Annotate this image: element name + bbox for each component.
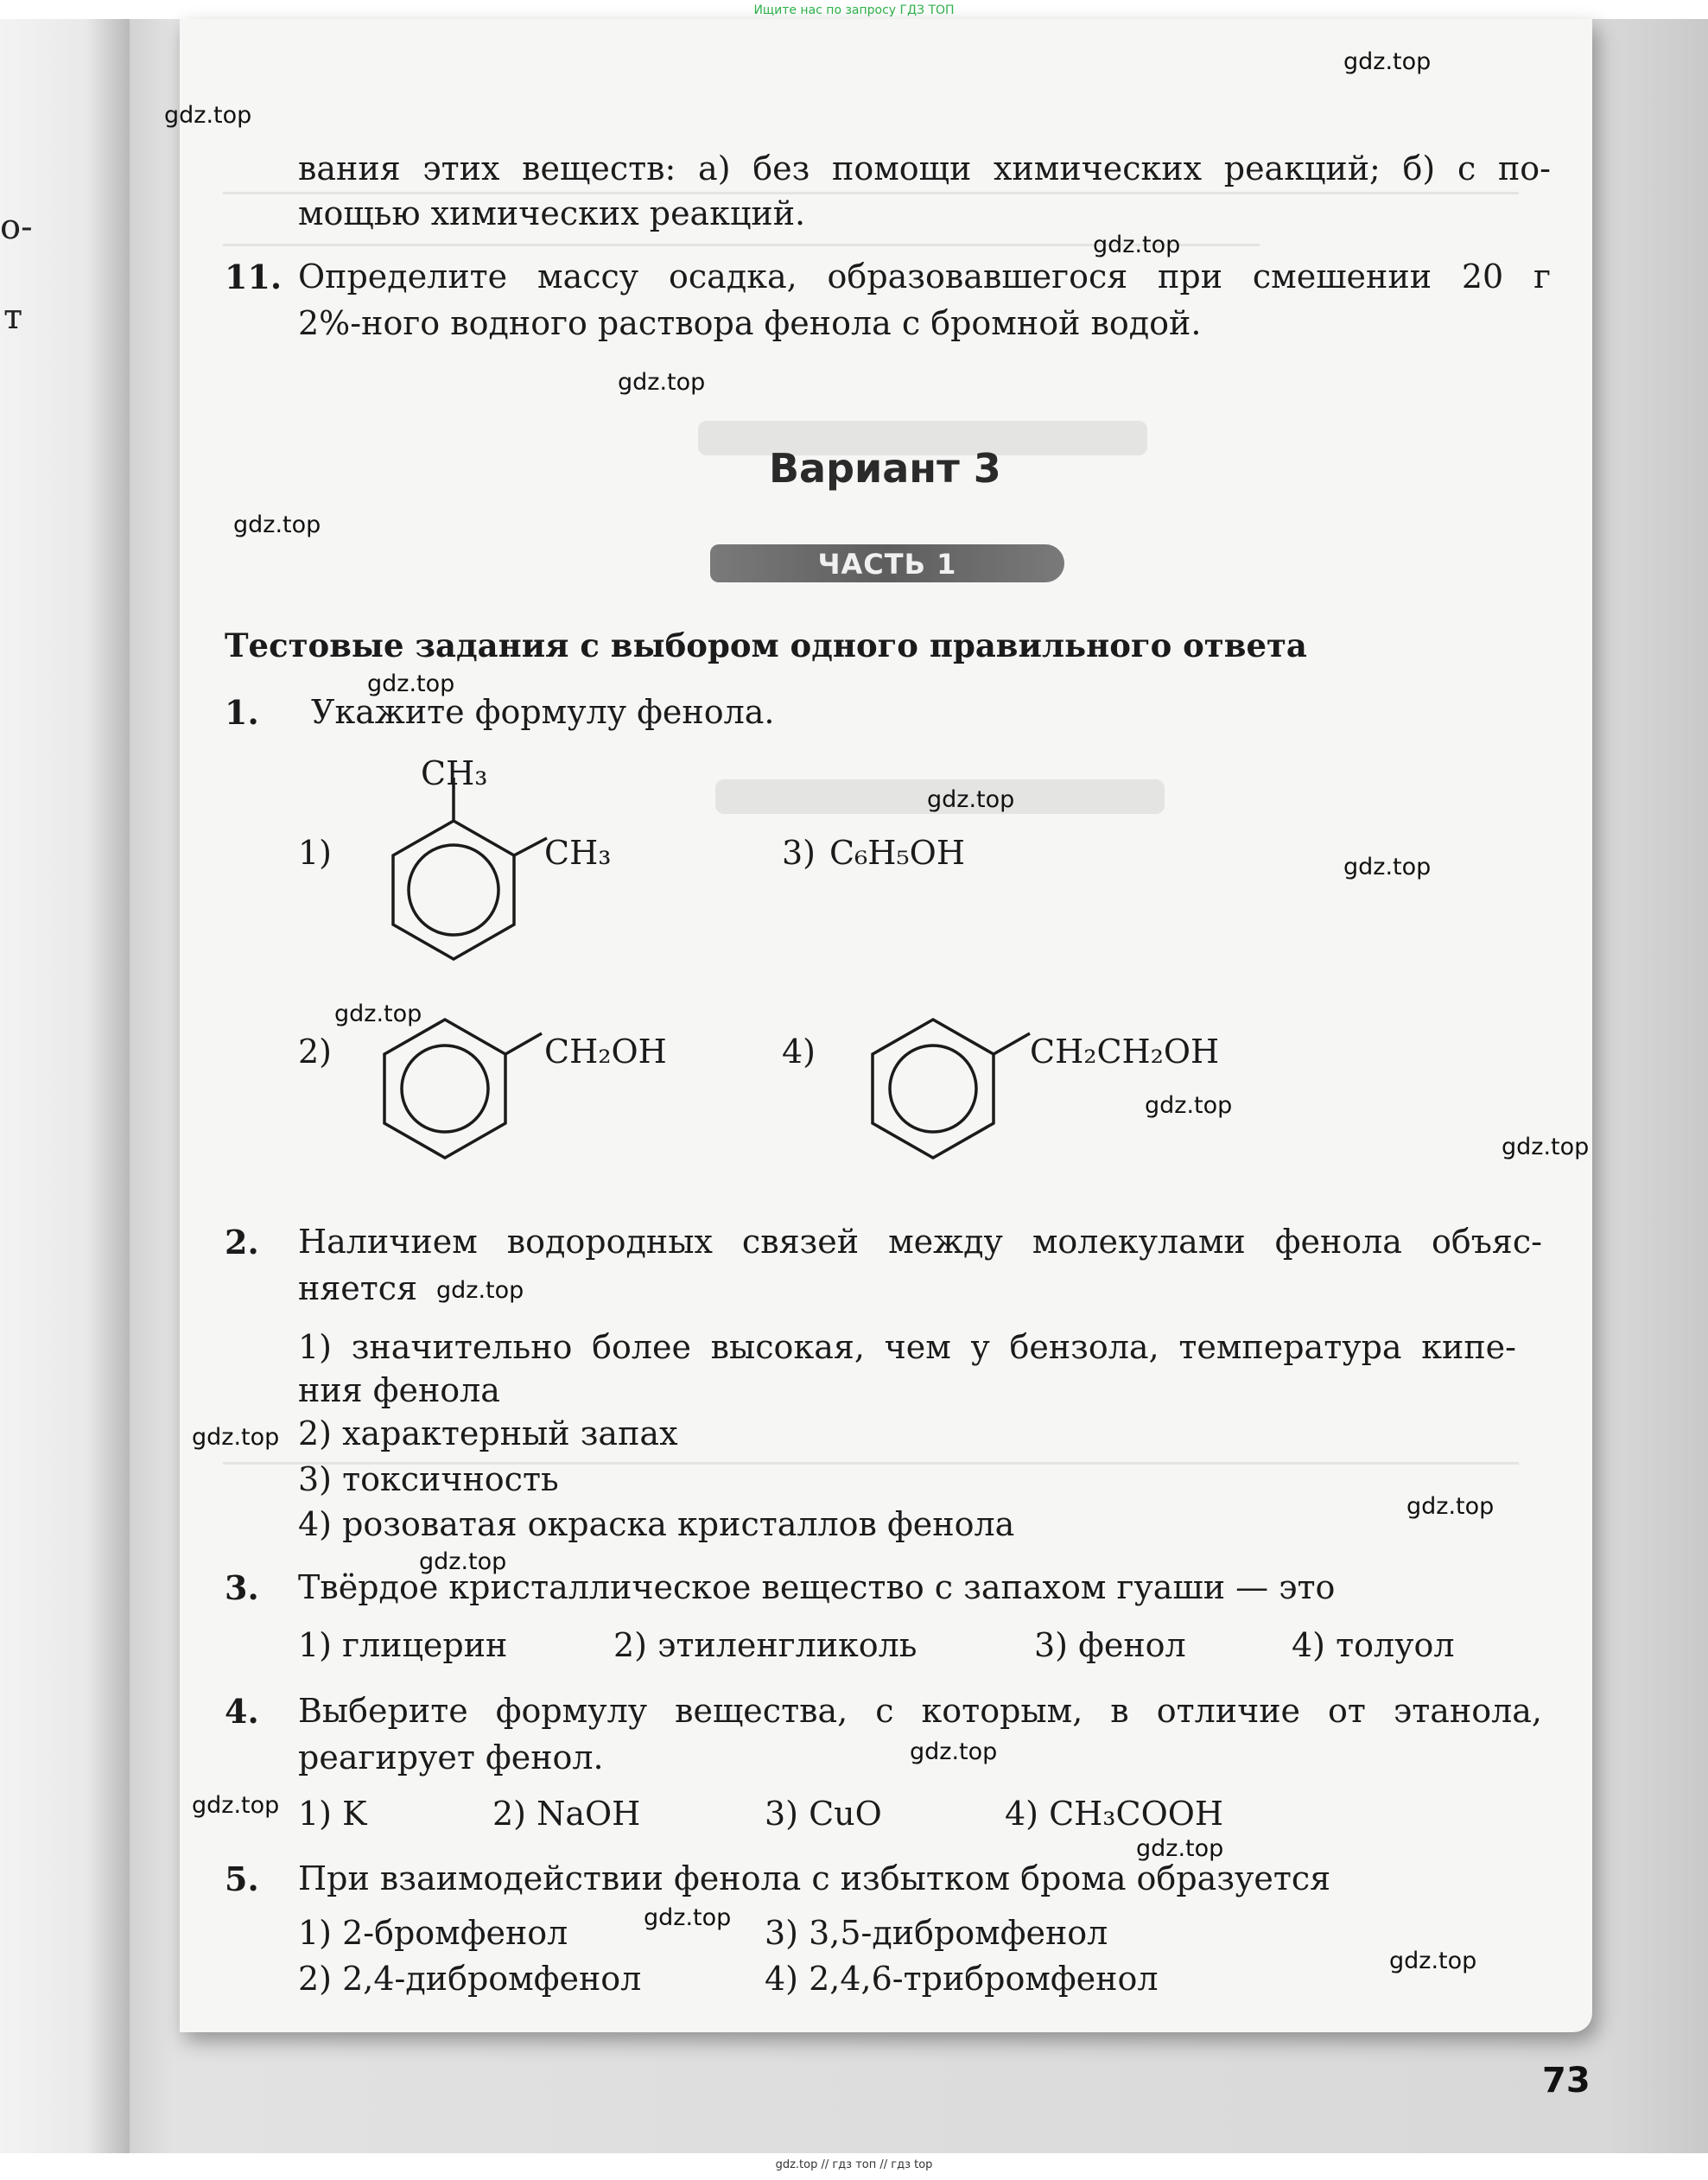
answer-option: 4) CH₃COOH xyxy=(1005,1795,1224,1833)
question-number: 11. xyxy=(225,257,283,296)
question-text: Выберите формулу вещества, с которым, в отличие от этанола, xyxy=(298,1692,1542,1730)
answer-option: 4) толуол xyxy=(1292,1626,1455,1664)
watermark: gdz.top xyxy=(618,369,706,396)
watermark: gdz.top xyxy=(1343,854,1432,880)
watermark: gdz.top xyxy=(192,1424,280,1451)
watermark: gdz.top xyxy=(1145,1092,1233,1119)
question-text: При взаимодействии фенола с избытком брома образуется xyxy=(298,1859,1331,1897)
left-page-edge xyxy=(0,19,130,2153)
watermark: gdz.top xyxy=(1406,1493,1495,1520)
answer-option: 4) 2,4,6-трибромфенол xyxy=(765,1960,1159,1998)
answer-option: 2) NaOH xyxy=(492,1795,641,1833)
bottom-banner: gdz.top // гдз топ // гдз top xyxy=(775,2158,933,2171)
watermark: gdz.top xyxy=(233,512,321,538)
watermark: gdz.top xyxy=(1136,1835,1224,1862)
watermark: gdz.top xyxy=(334,1001,422,1027)
continuation-line: мощью химических реакций. xyxy=(298,194,806,232)
answer-option: 3) токсичность xyxy=(298,1460,559,1498)
question-text: няется xyxy=(298,1269,418,1307)
watermark: gdz.top xyxy=(1389,1948,1477,1974)
watermark: gdz.top xyxy=(1093,232,1181,258)
phenylethanol-structure xyxy=(838,1002,1045,1175)
question-text: Наличием водородных связей между молекулами фенола объяс- xyxy=(298,1223,1542,1261)
watermark: gdz.top xyxy=(927,786,1015,813)
answer-option: 3) CuO xyxy=(765,1795,882,1833)
substituent: CH₃ xyxy=(421,754,488,792)
question-number: 3. xyxy=(225,1568,259,1607)
answer-option: 3) фенол xyxy=(1034,1626,1186,1664)
left-fragment: т xyxy=(3,297,23,337)
continuation-line: вания этих веществ: а) без помощи химических реакций; б) с по- xyxy=(298,149,1551,187)
question-text: Твёрдое кристаллическое вещество с запахом гуаши — это xyxy=(298,1568,1336,1606)
top-banner: Ищите нас по запросу ГДЗ ТОП xyxy=(753,3,955,17)
answer-option: ния фенола xyxy=(298,1371,500,1409)
left-fragment: о- xyxy=(0,207,33,247)
watermark: gdz.top xyxy=(436,1277,524,1304)
part-label: ЧАСТЬ 1 xyxy=(817,548,957,581)
question-text: Определите массу осадка, образовавшегося при смешении 20 г xyxy=(298,257,1551,296)
question-text: Укажите формулу фенола. xyxy=(311,693,775,731)
benzyl-alcohol-structure xyxy=(359,1002,549,1175)
question-text: реагирует фенол. xyxy=(298,1738,604,1776)
option-label: 3) xyxy=(782,834,816,872)
substituent: CH₂OH xyxy=(544,1033,667,1071)
o-xylene-structure xyxy=(359,778,549,1002)
watermark: gdz.top xyxy=(910,1738,998,1765)
question-number: 2. xyxy=(225,1223,259,1262)
answer-option: 2) характерный запах xyxy=(298,1414,678,1452)
substituent: CH₂CH₂OH xyxy=(1030,1033,1220,1071)
watermark: gdz.top xyxy=(164,102,252,129)
page-number: 73 xyxy=(1542,2061,1591,2101)
question-number: 4. xyxy=(225,1692,259,1731)
watermark: gdz.top xyxy=(1502,1134,1590,1160)
option-label: 1) xyxy=(298,834,333,872)
answer-option: 2) 2,4-дибромфенол xyxy=(298,1960,642,1998)
watermark: gdz.top xyxy=(192,1792,280,1819)
section-heading: Тестовые задания с выбором одного правильного ответа xyxy=(225,626,1307,664)
answer-option: 3) 3,5-дибромфенол xyxy=(765,1914,1108,1952)
substituent: CH₃ xyxy=(544,834,612,872)
answer-option: 2) этиленгликоль xyxy=(613,1626,917,1664)
option-label: 4) xyxy=(782,1033,816,1071)
question-number: 1. xyxy=(225,693,259,732)
option-label: 2) xyxy=(298,1033,333,1071)
answer-option: 1) 2-бромфенол xyxy=(298,1914,568,1952)
watermark: gdz.top xyxy=(419,1548,507,1575)
watermark: gdz.top xyxy=(367,671,455,697)
phenol-formula: C₆H₅OH xyxy=(829,834,965,872)
question-number: 5. xyxy=(225,1859,259,1898)
variant-title: Вариант 3 xyxy=(769,445,1001,492)
watermark: gdz.top xyxy=(1343,48,1432,75)
answer-option: 4) розоватая окраска кристаллов фенола xyxy=(298,1505,1015,1543)
watermark: gdz.top xyxy=(644,1904,732,1931)
answer-option: 1) K xyxy=(298,1795,367,1833)
answer-option: 1) значительно более высокая, чем у бензола, температура кипе- xyxy=(298,1328,1516,1366)
part-badge xyxy=(710,544,1064,582)
question-text: 2%-ного водного раствора фенола с бромной водой. xyxy=(298,304,1202,342)
answer-option: 1) глицерин xyxy=(298,1626,508,1664)
